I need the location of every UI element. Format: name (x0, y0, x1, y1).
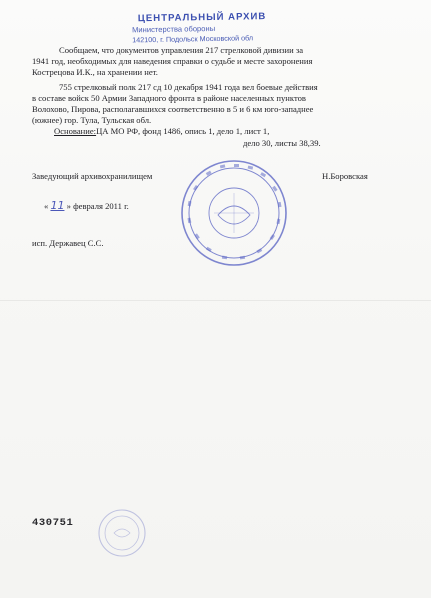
stamp-line-address: 142100, г. Подольск Московской обл (132, 33, 254, 45)
paragraph-2-line-2: в составе войск 50 Армии Западного фронта в районе населенных пунктов (32, 93, 306, 103)
basis-text: ЦА МО РФ, фонд 1486, опись 1, дело 1, лист 1, (96, 126, 270, 136)
stamp-line-ministry: Министерства обороны (131, 23, 216, 35)
basis-line-2: дело 30, листы 38,39. (243, 138, 321, 148)
date-close-quote: » (66, 201, 71, 211)
paragraph-2-line-4: (южнее) гор. Тула, Тульская обл. (32, 115, 152, 125)
round-seal (178, 157, 290, 269)
paragraph-2-line-3: Волохово, Пирова, располагавшихся соответственно в 5 и 6 км юго-западнее (32, 104, 314, 114)
executor: исп. Державец С.С. (32, 238, 104, 248)
document-number: 430751 (32, 517, 74, 529)
round-seal-graphic (178, 157, 290, 269)
date-month-year: февраля 2011 г. (73, 201, 129, 211)
page-fold (0, 300, 431, 301)
small-round-stamp (96, 507, 148, 559)
small-round-stamp-graphic (96, 507, 148, 559)
paragraph-1-line-3: Кострецова И.К., на хранении нет. (32, 67, 158, 77)
basis-line (54, 126, 269, 137)
basis-label: Основание: (54, 126, 97, 136)
paragraph-1-line-1: Сообщаем, что документов управления 217 стрелковой дивизии за (59, 45, 304, 55)
signature-position: Заведующий архивохранилищем (32, 171, 153, 181)
date-day: 11 (50, 199, 65, 212)
paragraph-1-line-2: 1941 год, необходимых для наведения справки о судьбе и месте захоронения (32, 56, 313, 66)
date-open-quote: « (44, 201, 49, 211)
date-line (44, 201, 129, 212)
stamp-line-archive: ЦЕНТРАЛЬНЫЙ АРХИВ (137, 11, 267, 25)
archive-header-stamp (108, 10, 319, 45)
signature-name: Н.Боровская (322, 171, 368, 181)
paragraph-2-line-1: 755 стрелковый полк 217 сд 10 декабря 1941 года вел боевые действия (59, 82, 318, 92)
